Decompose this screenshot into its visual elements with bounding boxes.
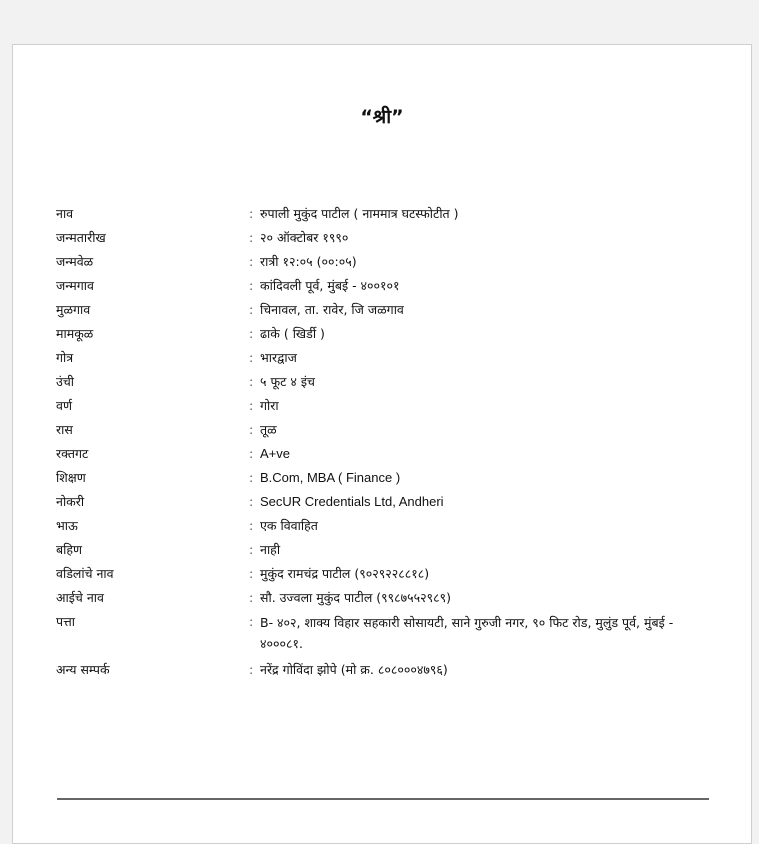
row-colon: :	[249, 590, 254, 605]
row-colon: :	[249, 446, 254, 461]
row-value: नाही	[260, 542, 281, 557]
row-label: नोकरी	[56, 494, 85, 509]
row-value: एक विवाहित	[260, 518, 318, 533]
row-label: वर्ण	[56, 398, 72, 413]
row-label: मुळगाव	[56, 302, 91, 317]
row-colon: :	[249, 614, 254, 629]
row-colon: :	[249, 518, 254, 533]
row-colon: :	[249, 566, 254, 581]
row-value: २० ऑक्टोबर १९९०	[260, 230, 349, 245]
row-colon: :	[249, 230, 254, 245]
row-label: आईचे नाव	[56, 590, 104, 605]
row-value: कांदिवली पूर्व, मुंबई - ४००१०१	[260, 278, 400, 293]
row-label: जन्मगाव	[56, 278, 94, 293]
horizontal-divider	[57, 798, 709, 800]
row-value: B- ४०२, शाक्य विहार सहकारी सोसायटी, साने गुरुजी नगर, ९० फिट रोड, मुलुंड पूर्व, मुंबई - ४०००८१.	[260, 615, 674, 651]
row-colon: :	[249, 206, 254, 221]
row-label: जन्मवेळ	[56, 254, 94, 269]
row-colon: :	[249, 254, 254, 269]
row-label: बहिण	[56, 542, 83, 557]
page-title: “श्री”	[360, 106, 404, 128]
row-value: मुकुंद रामचंद्र पाटील (९०२९२२८८१८)	[260, 566, 430, 581]
row-colon: :	[249, 278, 254, 293]
row-value: रुपाली मुकुंद पाटील ( नाममात्र घटस्फोटीत )	[260, 206, 459, 221]
row-colon: :	[249, 398, 254, 413]
row-value: तूळ	[260, 422, 277, 437]
row-colon: :	[249, 494, 254, 509]
row-value: SecUR Credentials Ltd, Andheri	[260, 494, 444, 509]
row-label: भाऊ	[56, 518, 78, 533]
row-colon: :	[249, 350, 254, 365]
document-page	[12, 44, 752, 844]
row-value: B.Com, MBA ( Finance )	[260, 470, 401, 485]
row-value: सौ. उज्वला मुकुंद पाटील (९९८७५५२९८९)	[260, 590, 452, 605]
row-value: नरेंद्र गोविंदा झोपे (मो क्र. ८०८०००४७९६)	[260, 662, 448, 677]
row-label: रक्तगट	[56, 446, 89, 461]
row-colon: :	[249, 374, 254, 389]
row-label: रास	[56, 422, 73, 437]
row-colon: :	[249, 302, 254, 317]
row-label: जन्मतारीख	[56, 230, 106, 245]
row-colon: :	[249, 470, 254, 485]
row-colon: :	[249, 326, 254, 341]
row-label: गोत्र	[56, 350, 74, 365]
row-colon: :	[249, 662, 254, 677]
row-label: नाव	[56, 206, 74, 221]
row-value: A+ve	[260, 446, 290, 461]
row-value: भारद्वाज	[260, 350, 297, 365]
row-label: शिक्षण	[56, 470, 86, 485]
row-label: मामकूळ	[56, 326, 94, 341]
row-label: पत्ता	[56, 614, 75, 629]
row-label: अन्य सम्पर्क	[56, 662, 110, 677]
row-value: ढाके ( खिर्डी )	[260, 326, 325, 341]
row-colon: :	[249, 542, 254, 557]
row-value: ५ फूट ४ इंच	[260, 374, 315, 389]
row-value: चिनावल, ता. रावेर, जि जळगाव	[260, 302, 404, 317]
row-colon: :	[249, 422, 254, 437]
row-label: वडिलांचे नाव	[56, 566, 114, 581]
row-value: गोरा	[260, 398, 279, 413]
row-value: रात्री १२:०५ (००:०५)	[260, 254, 357, 269]
row-label: उंची	[56, 374, 75, 389]
